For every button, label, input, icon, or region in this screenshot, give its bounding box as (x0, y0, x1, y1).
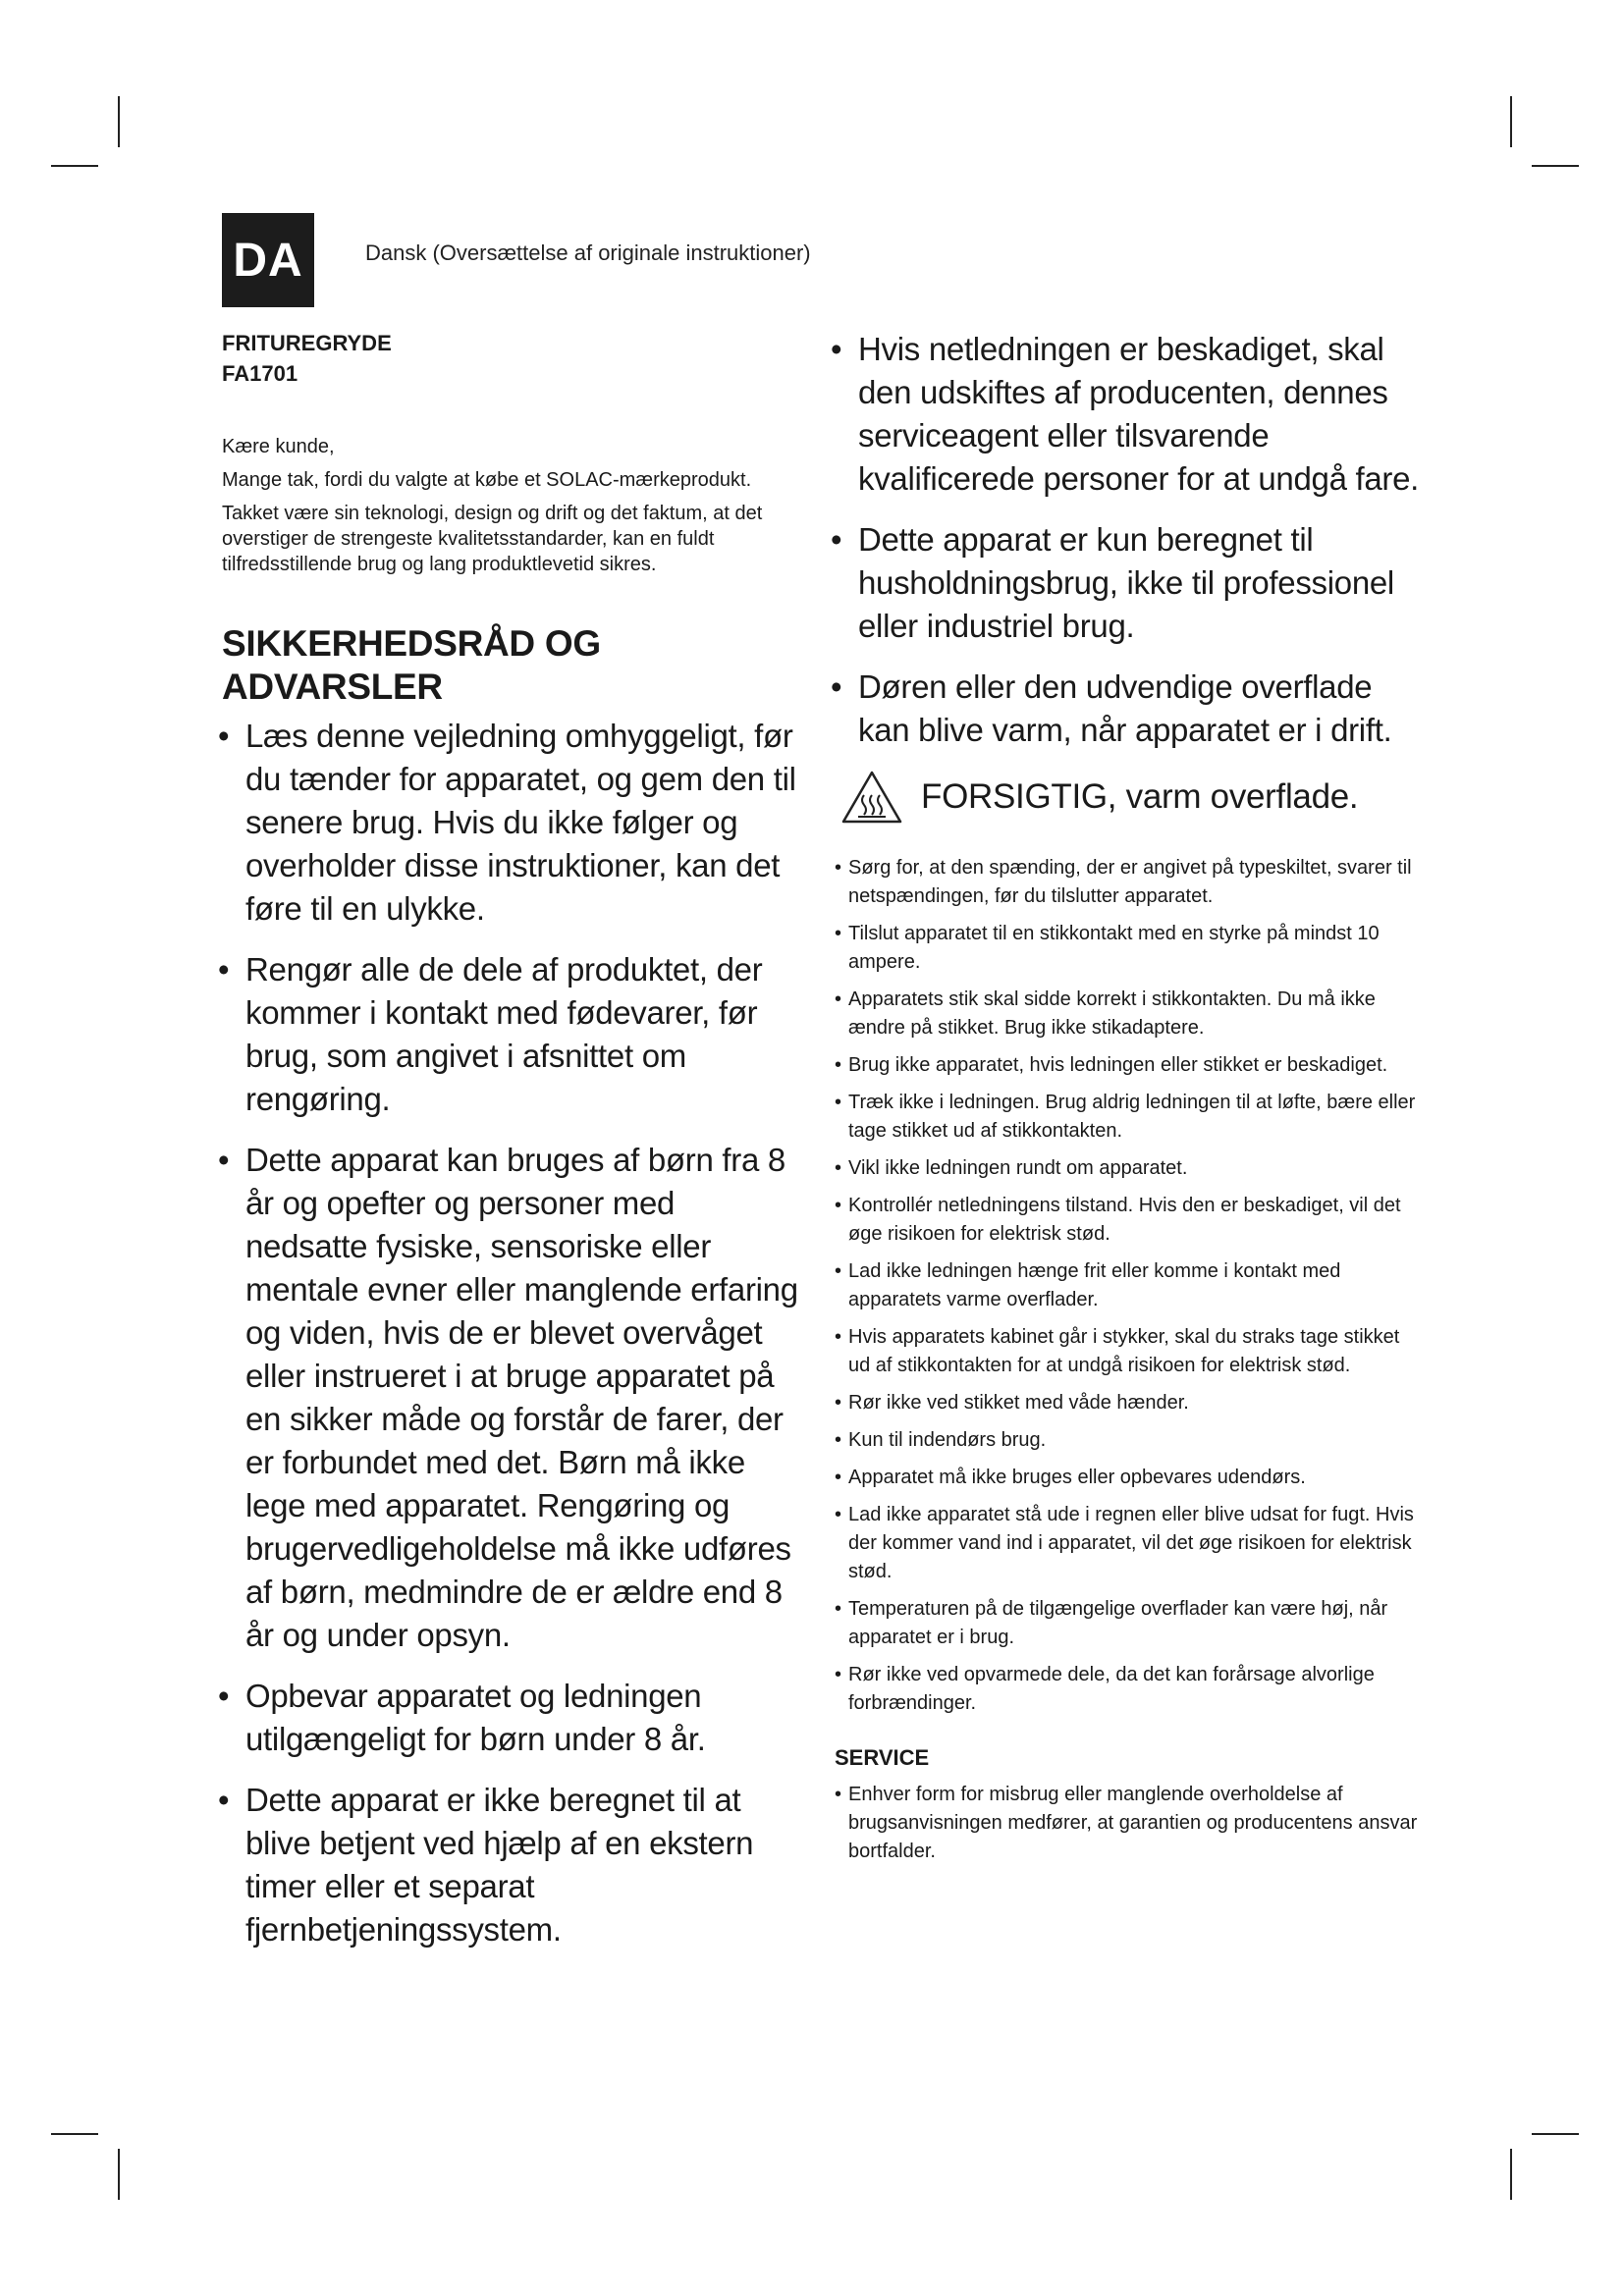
greeting: Kære kunde, (222, 436, 335, 457)
crop-mark (118, 96, 120, 147)
intro-paragraph: Takket være sin teknologi, design og drift og det faktum, at det overstiger de strengeste kvalitetsstandarder, kan en fuldt tilfredsstillende brug og lang produktlevetid sikres. (222, 503, 763, 575)
list-item: • Rør ikke ved stikket med våde hænder. (835, 1389, 1424, 1417)
service-list (835, 1781, 1424, 1866)
crop-mark (1532, 165, 1579, 167)
crop-mark (51, 2133, 98, 2135)
list-item: • Apparatets stik skal sidde korrekt i stikkontakten. Du må ikke ændre på stikket. Brug ikke stikadaptere. (835, 986, 1424, 1042)
section-title: SIKKERHEDSRÅD OG ADVARSLER (222, 623, 601, 707)
list-item (222, 1675, 801, 1761)
list-item: • Lad ikke ledningen hænge frit eller komme i kontakt med apparatets varme overflader. (835, 1257, 1424, 1314)
list-item (222, 715, 801, 931)
list-item: • Brug ikke apparatet, hvis ledningen eller stikket er beskadiget. (835, 1051, 1424, 1080)
list-item-text: • Døren eller den udvendige overflade kan blive varm, når apparatet er i drift. (858, 668, 1392, 748)
list-item: • Apparatet må ikke bruges eller opbevares udendørs. (835, 1464, 1424, 1492)
list-item: • Kun til indendørs brug. (835, 1426, 1424, 1455)
intro-paragraph: Mange tak, fordi du valgte at købe et SOLAC-mærkeprodukt. (222, 469, 752, 491)
list-item (835, 328, 1424, 501)
safety-list-left (222, 715, 801, 1951)
crop-mark (51, 165, 98, 167)
list-item: • Kontrollér netledningens tilstand. Hvis den er beskadiget, vil det øge risikoen for elektrisk stød. (835, 1192, 1424, 1249)
list-item-text: • Dette apparat kan bruges af børn fra 8 år og opefter og personer med nedsatte fysiske, sensoriske eller mentale evner eller manglende erfaring og viden, hvis de er blevet overvåget eller instrueret i at bruge apparatet på en sikker måde og forstår de farer, der er forbundet med det. Børn må ikke lege med apparatet. Rengøring og brugervedligeholdelse må ikke udføres af børn, medmindre de er ældre end 8 år og under opsyn. (245, 1142, 798, 1653)
list-item: • Rør ikke ved opvarmede dele, da det kan forårsage alvorlige forbrændinger. (835, 1661, 1424, 1718)
list-item: • Lad ikke apparatet stå ude i regnen eller blive udsat for fugt. Hvis der kommer vand ind i apparatet, vil det øge risikoen for elektrisk stød. (835, 1501, 1424, 1586)
crop-mark (1510, 2149, 1512, 2200)
safety-list-small (835, 854, 1424, 1718)
product-model: FA1701 (222, 361, 298, 386)
right-column (835, 328, 1424, 1875)
crop-mark (1510, 96, 1512, 147)
hot-surface-warning (840, 770, 1424, 825)
list-item (835, 518, 1424, 648)
list-item (222, 948, 801, 1121)
list-item-text: • Læs denne vejledning omhyggeligt, før du tænder for apparatet, og gem den til senere brug. Hvis du ikke følger og overholder disse instruktioner, kan det føre til en ulykke. (245, 718, 796, 927)
service-title: SERVICE (835, 1745, 930, 1770)
list-item: • Enhver form for misbrug eller manglende overholdelse af brugsanvisningen medfører, at garantien og producentens ansvar bortfalder. (835, 1781, 1424, 1866)
language-note: Dansk (Oversættelse af originale instruktioner) (365, 240, 811, 265)
left-column (222, 328, 801, 1969)
list-item-text: • Rengør alle de dele af produktet, der kommer i kontakt med fødevarer, før brug, som angivet i afsnittet om rengøring. (245, 951, 763, 1117)
list-item: • Temperaturen på de tilgængelige overflader kan være høj, når apparatet er i brug. (835, 1595, 1424, 1652)
crop-mark (118, 2149, 120, 2200)
list-item: • Tilslut apparatet til en stikkontakt med en styrke på mindst 10 ampere. (835, 920, 1424, 977)
list-item (222, 1139, 801, 1657)
list-item: • Hvis apparatets kabinet går i stykker, skal du straks tage stikket ud af stikkontakten for at undgå risikoen for elektrisk stød. (835, 1323, 1424, 1380)
list-item: • Træk ikke i ledningen. Brug aldrig ledningen til at løfte, bære eller tage stikket ud af stikkontakten. (835, 1089, 1424, 1146)
product-name: FRITUREGRYDE (222, 331, 392, 355)
list-item: • Sørg for, at den spænding, der er angivet på typeskiltet, svarer til netspændingen, før du tilslutter apparatet. (835, 854, 1424, 911)
hot-surface-warning-icon (840, 770, 903, 825)
crop-mark (1532, 2133, 1579, 2135)
list-item: • Vikl ikke ledningen rundt om apparatet. (835, 1154, 1424, 1183)
list-item-text: • Hvis netledningen er beskadiget, skal den udskiftes af producenten, dennes serviceagent eller tilsvarende kvalificerede personer for at undgå fare. (858, 331, 1420, 497)
list-item (835, 666, 1424, 752)
list-item (222, 1779, 801, 1951)
list-item-text: • Opbevar apparatet og ledningen utilgængeligt for børn under 8 år. (245, 1678, 706, 1757)
list-item-text: • Dette apparat er kun beregnet til husholdningsbrug, ikke til professionel eller industriel brug. (858, 521, 1394, 644)
safety-list-right (835, 328, 1424, 752)
language-badge: DA (222, 213, 314, 307)
warning-text: FORSIGTIG, varm overflade. (921, 777, 1359, 816)
list-item-text: • Dette apparat er ikke beregnet til at blive betjent ved hjælp af en ekstern timer eller et separat fjernbetjeningssystem. (245, 1782, 754, 1948)
